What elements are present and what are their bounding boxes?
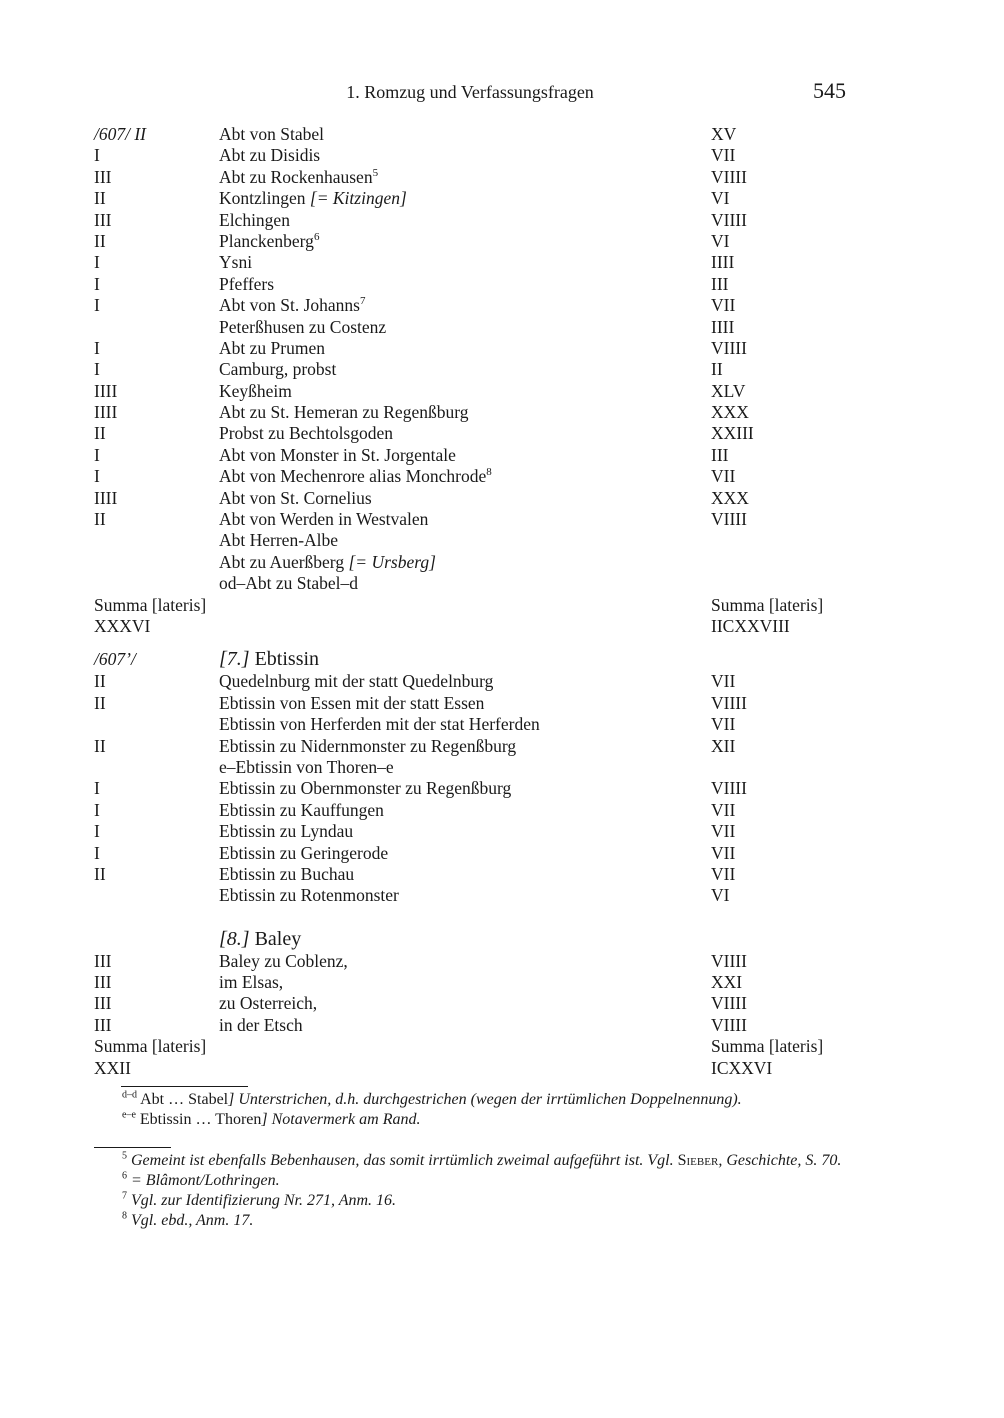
entry-name: Ebtissin zu Rotenmonster [219, 885, 399, 906]
count-cell: I [94, 466, 100, 487]
footnote-text: Vgl. zur Identifizierung Nr. 271, Anm. 16. [131, 1192, 397, 1209]
list-row [94, 821, 854, 842]
entry-name: zu Osterreich, [219, 993, 318, 1014]
section-heading [94, 647, 854, 671]
amount-cell: VIIII [711, 993, 747, 1014]
footnote-rest: , Geschichte, S. 70. [718, 1152, 842, 1169]
list-row [94, 993, 854, 1014]
list-row [94, 1015, 854, 1036]
amount-cell: VII [711, 671, 736, 692]
entry-name: Abt zu Disidis [219, 145, 321, 166]
amount-cell: XXI [711, 972, 743, 993]
count-cell: I [94, 842, 100, 863]
list-row [94, 972, 854, 993]
list-row [94, 210, 854, 231]
section-name: Baley [254, 927, 302, 950]
entry-name: Abt zu Auerßberg [= Ursberg] [219, 551, 436, 572]
section-number: [8.] [219, 927, 250, 950]
entry-name: Ebtissin von Herferden mit der stat Herferden [219, 714, 540, 735]
count-cell: II [94, 671, 106, 692]
list-row [94, 1058, 854, 1079]
textnote-comment: ] Unterstrichen, d.h. durchgestrichen (wegen der irrtümlichen Doppelnennung). [228, 1091, 742, 1108]
count-cell: I [94, 778, 100, 799]
entry-name: Ebtissin zu Kauffungen [219, 799, 384, 820]
count-cell: I [94, 252, 100, 273]
amount-cell: XLV [711, 380, 746, 401]
count-cell: I [94, 337, 100, 358]
list-row [94, 466, 854, 487]
amount-cell: VIIII [711, 1014, 747, 1035]
count-cell: IIII [94, 380, 118, 401]
count-cell: II [94, 509, 106, 530]
count-cell: II [94, 423, 106, 444]
running-header [94, 80, 846, 108]
entry-name: Elchingen [219, 209, 290, 230]
entry-name: Abt von St. Johanns$^7$ [219, 295, 366, 316]
entry-name: Camburg, probst [219, 359, 337, 380]
footnote [94, 1151, 854, 1171]
footnote-ref: 6 [313, 231, 320, 244]
list-row [94, 124, 854, 145]
footnote-text: = Blâmont/Lothringen. [131, 1172, 280, 1189]
list-row [94, 338, 854, 359]
list-row [94, 885, 854, 906]
entry-name: Ebtissin zu Lyndau [219, 821, 354, 842]
amount-cell: IIII [711, 316, 735, 337]
footnote-mark: 6 [122, 1170, 127, 1182]
section-heading [94, 927, 854, 951]
count-cell: III [94, 972, 112, 993]
count-cell: I [94, 799, 100, 820]
amount-cell: VIIII [711, 166, 747, 187]
folio-marker: /607’/ [94, 649, 136, 670]
list-row [94, 359, 854, 380]
amount-cell: VIIII [711, 950, 747, 971]
footnote-author: Sieber [677, 1152, 719, 1169]
entry-name: in der Etsch [219, 1014, 303, 1035]
editorial-note: [= Kitzingen] [309, 188, 407, 209]
count-cell: II [94, 230, 106, 251]
list-row [94, 509, 854, 530]
footnote-ref: 7 [359, 295, 366, 308]
list-row [94, 530, 854, 551]
count-cell: XXXVI [94, 615, 151, 636]
footnotes [94, 1151, 854, 1231]
count-cell: III [94, 166, 112, 187]
count-cell: Summa [lateris] [94, 1036, 207, 1057]
entry-name: Kontzlingen [= Kitzingen] [219, 188, 407, 209]
count-cell: II [94, 735, 106, 756]
entry-name: Ebtissin zu Geringerode [219, 842, 389, 863]
footnote-mark: 7 [122, 1190, 127, 1202]
entry-name: Planckenberg$^6$ [219, 230, 320, 251]
section-title [219, 647, 319, 671]
textnote [94, 1090, 854, 1110]
entry-name: Abt von Werden in Westvalen [219, 509, 429, 530]
textnotes [94, 1090, 854, 1130]
list-row [94, 445, 854, 466]
count-cell: I [94, 821, 100, 842]
entry-name: Abt zu Rockenhausen$^5$ [219, 166, 379, 187]
entry-name: Keyßheim [219, 380, 292, 401]
list-row [94, 188, 854, 209]
amount-cell: VI [711, 230, 730, 251]
list-row [94, 552, 854, 573]
section-title [219, 927, 301, 951]
count-cell: III [94, 1014, 112, 1035]
list-row [94, 317, 854, 338]
textnote-mark: d–d [122, 1089, 137, 1101]
textnote-lemma: Abt … Stabel [140, 1091, 229, 1108]
entry-name: Abt zu St. Hemeran zu Regenßburg [219, 402, 469, 423]
entry-name: Probst zu Bechtolsgoden [219, 423, 394, 444]
footnote-rule [94, 1147, 171, 1148]
list-row [94, 381, 854, 402]
list-row [94, 167, 854, 188]
entry-name: Ebtissin zu Nidernmonster zu Regenßburg [219, 735, 517, 756]
amount-cell: II [711, 359, 723, 380]
footnote-mark: 5 [122, 1150, 127, 1162]
running-title: 1. Romzug und Verfassungsfragen [346, 82, 594, 102]
amount-cell: VII [711, 145, 736, 166]
textnote-comment: ] Notavermerk am Rand. [261, 1111, 421, 1128]
editorial-note: [= Ursberg] [348, 551, 436, 572]
amount-cell: IICXXVIII [711, 615, 790, 636]
entry-name: Baley zu Coblenz, [219, 950, 348, 971]
entry-name: Abt zu Prumen [219, 337, 325, 358]
footnote [94, 1171, 854, 1191]
list-row [94, 951, 854, 972]
footnote-mark: 8 [122, 1210, 127, 1222]
amount-cell: VII [711, 466, 736, 487]
count-cell: /607/ II [94, 124, 147, 144]
count-cell: II [94, 188, 106, 209]
list-row [94, 843, 854, 864]
list-row [94, 864, 854, 885]
list-row [94, 231, 854, 252]
amount-cell: XII [711, 735, 736, 756]
count-cell: III [94, 950, 112, 971]
amount-cell: VIIII [711, 778, 747, 799]
entry-name: Quedelnburg mit der statt Quedelnburg [219, 671, 494, 692]
count-cell: IIII [94, 487, 118, 508]
list-row [94, 573, 854, 594]
list-row [94, 736, 854, 757]
entry-name: Pfeffers [219, 273, 275, 294]
list-row [94, 488, 854, 509]
entry-name: Ebtissin zu Obernmonster zu Regenßburg [219, 778, 512, 799]
amount-cell: VII [711, 863, 736, 884]
amount-cell: XXIII [711, 423, 754, 444]
textnote-rule [121, 1086, 248, 1087]
entry-name: Abt von Stabel [219, 124, 324, 144]
list-row [94, 693, 854, 714]
count-cell: I [94, 273, 100, 294]
entry-name: Abt von Monster in St. Jorgentale [219, 444, 456, 465]
amount-cell: XV [711, 124, 737, 144]
entry-name: Abt von St. Cornelius [219, 487, 372, 508]
amount-cell: Summa [lateris] [711, 594, 824, 615]
entry-name: Ysni [219, 252, 253, 273]
list-row [94, 714, 854, 735]
footnote-ref: 8 [486, 466, 492, 479]
count-cell: I [94, 444, 100, 465]
amount-cell: III [711, 444, 729, 465]
count-cell: I [94, 145, 100, 166]
amount-cell: XXX [711, 402, 749, 423]
entry-list [94, 124, 854, 1079]
footnote [94, 1211, 854, 1231]
entry-name: Abt von Mechenrore alias Monchrode$^8$ [219, 466, 492, 487]
list-row [94, 1036, 854, 1057]
list-row [94, 274, 854, 295]
entry-name: Ebtissin von Essen mit der statt Essen [219, 692, 485, 713]
section-name: Ebtissin [254, 648, 320, 671]
list-row [94, 423, 854, 444]
amount-cell: VII [711, 842, 736, 863]
amount-cell: VI [711, 188, 730, 209]
list-row [94, 800, 854, 821]
amount-cell: VIIII [711, 692, 747, 713]
textnote-lemma: Ebtissin … Thoren [139, 1111, 262, 1128]
entry-name: im Elsas, [219, 972, 284, 993]
count-cell: XXII [94, 1057, 131, 1078]
entry-name: Ebtissin zu Buchau [219, 863, 355, 884]
count-cell: III [94, 993, 112, 1014]
textnote [94, 1110, 854, 1130]
amount-cell: XXX [711, 487, 749, 508]
amount-cell: VI [711, 885, 730, 906]
section-number: [7.] [219, 648, 250, 671]
amount-cell: III [711, 273, 729, 294]
amount-cell: VIIII [711, 209, 747, 230]
list-row [94, 671, 854, 692]
list-row [94, 295, 854, 316]
amount-cell: ICXXVI [711, 1057, 773, 1078]
count-cell: II [94, 863, 106, 884]
amount-cell: VII [711, 799, 736, 820]
count-cell: II [94, 692, 106, 713]
footnote-ref: 5 [372, 166, 379, 179]
count-cell: III [94, 209, 112, 230]
entry-name: od–Abt zu Stabel–d [219, 573, 359, 594]
amount-cell: VII [711, 295, 736, 316]
list-row [94, 252, 854, 273]
count-cell: Summa [lateris] [94, 594, 207, 615]
list-row [94, 757, 854, 778]
entry-name: Peterßhusen zu Costenz [219, 316, 387, 337]
count-cell: I [94, 295, 100, 316]
amount-cell: VIIII [711, 337, 747, 358]
textnote-mark: e–e [122, 1109, 136, 1121]
list-row [94, 595, 854, 616]
list-row [94, 402, 854, 423]
page-number: 545 [813, 78, 846, 103]
entry-name: e–Ebtissin von Thoren–e [219, 756, 394, 777]
list-row [94, 616, 854, 637]
amount-cell: VII [711, 714, 736, 735]
list-row [94, 778, 854, 799]
list-row [94, 145, 854, 166]
amount-cell: VII [711, 821, 736, 842]
amount-cell: IIII [711, 252, 735, 273]
count-cell: IIII [94, 402, 118, 423]
amount-cell: VIIII [711, 509, 747, 530]
footnote-text: Gemeint ist ebenfalls Bebenhausen, das somit irrtümlich zweimal aufgeführt ist. Vgl. [131, 1152, 674, 1169]
footnote [94, 1191, 854, 1211]
entry-name: Abt Herren-Albe [219, 530, 339, 551]
amount-cell: Summa [lateris] [711, 1036, 824, 1057]
footnote-text: Vgl. ebd., Anm. 17. [131, 1212, 254, 1229]
count-cell: I [94, 359, 100, 380]
